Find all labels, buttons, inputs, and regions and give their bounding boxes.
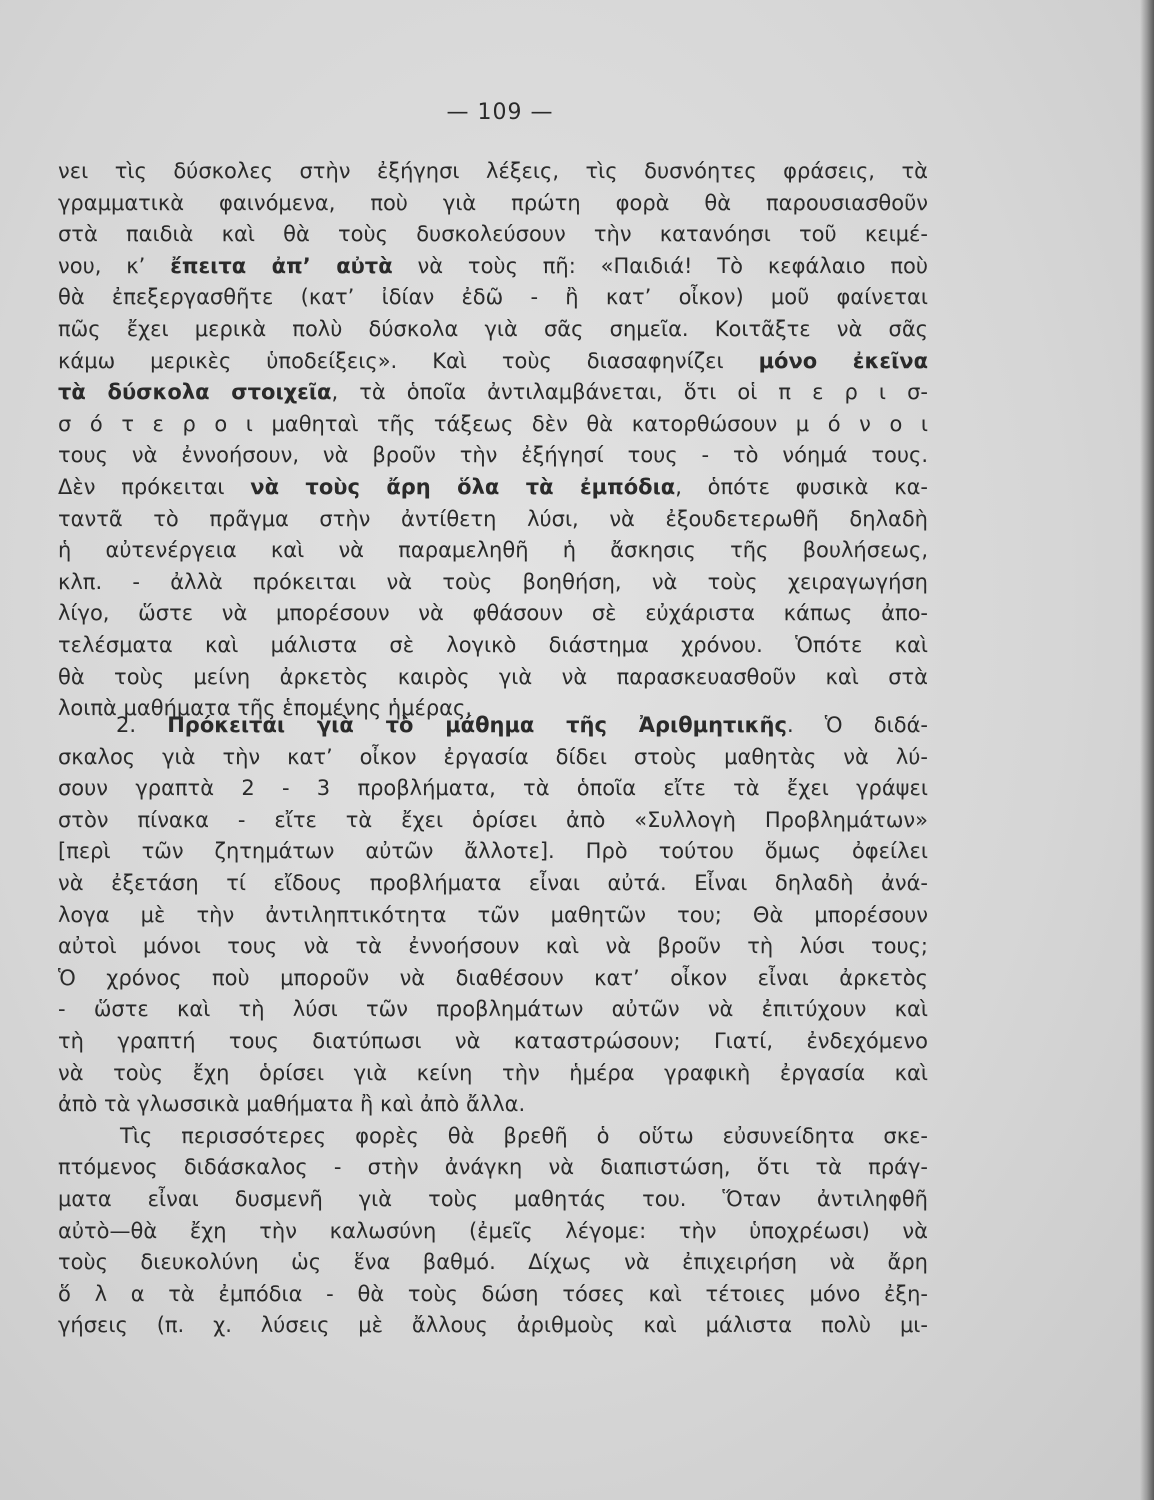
text-segment: νου, κ’: [58, 253, 171, 278]
emphasis: ἔπειτα ἀπ’ αὐτὰ: [170, 253, 393, 278]
text-line: γραμματικὰ φαινόμενα, ποὺ γιὰ πρώτη φορὰ θὰ παρουσιασθοῦν: [58, 190, 928, 215]
text-line: πῶς ἔχει μερικὰ πολὺ δύσκολα γιὰ σᾶς σημεῖα. Κοιτᾶξτε νὰ σᾶς: [58, 316, 928, 341]
paragraph-1: [58, 156, 928, 725]
text-line: θὰ τοὺς μείνη ἀρκετὸς καιρὸς γιὰ νὰ παρασκευασθοῦν καὶ στὰ: [58, 664, 928, 689]
text-line: νὰ ἐξετάση τί εἴδους προβλήματα εἶναι αὐτά. Εἶναι δηλαδὴ ἀνά-: [58, 870, 928, 895]
emphasis: μόνο ἐκεῖνα: [758, 348, 928, 373]
text-line: λογα μὲ τὴν ἀντιληπτικότητα τῶν μαθητῶν του; Θὰ μπορέσουν: [58, 902, 928, 927]
text-line: κλπ. - ἀλλὰ πρόκειται νὰ τοὺς βοηθήση, νὰ τοὺς χειραγωγήση: [58, 569, 928, 594]
text-line: νὰ τοὺς ἔχη ὁρίσει γιὰ κείνη τὴν ἡμέρα γραφικὴ ἐργασία καὶ: [58, 1060, 928, 1085]
text-line: ἡ αὐτενέργεια καὶ νὰ παραμεληθῆ ἡ ἄσκησις τῆς βουλήσεως,: [58, 538, 928, 563]
text-line: σουν γραπτὰ 2 - 3 προβλήματα, τὰ ὁποῖα εἴτε τὰ ἔχει γράψει: [58, 776, 928, 801]
text-line: τους νὰ ἐννοήσουν, νὰ βροῦν τὴν ἐξήγησί τους - τὸ νόημά τους.: [58, 443, 928, 468]
text-line: ταντᾶ τὸ πρᾶγμα στὴν ἀντίθετη λύσι, νὰ ἐξουδετερωθῆ δηλαδὴ: [58, 506, 928, 531]
text-line: - ὥστε καὶ τὴ λύσι τῶν προβλημάτων αὐτῶν νὰ ἐπιτύχουν καὶ: [58, 997, 928, 1022]
text-line: σ ό τ ε ρ ο ι μαθηταὶ τῆς τάξεως δὲν θὰ κατορθώσουν μ ό ν ο ι: [58, 411, 928, 436]
text-line: Ὁ χρόνος ποὺ μποροῦν νὰ διαθέσουν κατ’ οἶκον εἶναι ἀρκετὸς: [58, 965, 928, 990]
text-segment: Δὲν πρόκειται: [58, 474, 251, 499]
text-line: ἀπὸ τὰ γλωσσικὰ μαθήματα ἢ καὶ ἀπὸ ἄλλα.: [58, 1092, 526, 1117]
text-line: λίγο, ὥστε νὰ μπορέσουν νὰ φθάσουν σὲ εὐχάριστα κάπως ἀπο-: [58, 601, 928, 626]
text-line: πτόμενος διδάσκαλος - στὴν ἀνάγκη νὰ διαπιστώση, ὅτι τὰ πράγ-: [58, 1155, 928, 1180]
emphasis: Πρόκειται γιὰ τὸ μάθημα τῆς Ἀριθμητικῆς: [167, 713, 787, 737]
text-segment: . Ὁ διδά-: [786, 713, 928, 737]
text-line: τὴ γραπτή τους διατύπωσι νὰ καταστρώσουν; Γιατί, ἐνδεχόμενο: [58, 1028, 928, 1053]
text-line: ὅ λ α τὰ ἐμπόδια - θὰ τοὺς δώση τόσες καὶ τέτοιες μόνο ἐξη-: [58, 1281, 928, 1306]
text-segment: , ὁπότε φυσικὰ κα-: [675, 474, 928, 499]
paragraph-2: [58, 710, 928, 1342]
text-line: τοὺς διευκολύνη ὡς ἕνα βαθμό. Δίχως νὰ ἐπιχειρήση νὰ ἄρη: [58, 1250, 928, 1275]
text-line: αὐτὸ—θὰ ἔχη τὴν καλωσύνη (ἐμεῖς λέγομε: τὴν ὑποχρέωσι) νὰ: [58, 1218, 928, 1243]
text-segment: 2.: [116, 713, 168, 737]
emphasis: τὰ δύσκολα στοιχεῖα: [58, 380, 332, 405]
page-number: — 109 —: [446, 100, 554, 125]
text-segment: νὰ τοὺς πῆ: «Παιδιά! Τὸ κεφάλαιο ποὺ: [392, 253, 928, 278]
text-line: σκαλος γιὰ τὴν κατ’ οἶκον ἐργασία δίδει στοὺς μαθητὰς νὰ λύ-: [58, 744, 928, 769]
text-line: στὸν πίνακα - εἴτε τὰ ἔχει ὁρίσει ἀπὸ «Συλλογὴ Προβλημάτων»: [58, 807, 928, 832]
page-edge-shadow: [1140, 0, 1154, 1500]
text-segment: κάμω μερικὲς ὑποδείξεις». Καὶ τοὺς διασαφηνίζει: [58, 348, 759, 373]
text-line: στὰ παιδιὰ καὶ θὰ τοὺς δυσκολεύσουν τὴν κατανόησι τοῦ κειμέ-: [58, 222, 928, 247]
text-line: τελέσματα καὶ μάλιστα σὲ λογικὸ διάστημα χρόνου. Ὁπότε καὶ: [58, 632, 928, 657]
text-line: ματα εἶναι δυσμενῆ γιὰ τοὺς μαθητάς του. Ὅταν ἀντιληφθῆ: [58, 1186, 928, 1211]
text-line: [58, 346, 928, 378]
text-line: Τὶς περισσότερες φορὲς θὰ βρεθῆ ὁ οὕτω εὐσυνείδητα σκε-: [120, 1123, 928, 1148]
text-line: θὰ ἐπεξεργασθῆτε (κατ’ ἰδίαν ἐδῶ - ἢ κατ’ οἶκον) μοῦ φαίνεται: [58, 285, 928, 310]
text-line: [58, 377, 928, 409]
text-line: νει τὶς δύσκολες στὴν ἐξήγησι λέξεις, τὶς δυσνόητες φράσεις, τὰ: [58, 159, 928, 183]
text-line: [58, 472, 928, 504]
text-line: [58, 710, 928, 742]
text-segment: , τὰ ὁποῖα ἀντιλαμβάνεται, ὅτι οἱ π ε ρ ι σ-: [331, 380, 928, 405]
emphasis: νὰ τοὺς ἄρη ὅλα τὰ ἐμπόδια: [250, 474, 676, 499]
text-line: αὐτοὶ μόνοι τους νὰ τὰ ἐννοήσουν καὶ νὰ βροῦν τὴ λύσι τους;: [58, 934, 928, 959]
text-line: [περὶ τῶν ζητημάτων αὐτῶν ἄλλοτε]. Πρὸ τούτου ὅμως ὀφείλει: [58, 839, 928, 864]
text-line: [58, 251, 928, 283]
text-line: γήσεις (π. χ. λύσεις μὲ ἄλλους ἀριθμοὺς καὶ μάλιστα πολὺ μι-: [58, 1313, 928, 1338]
text-line: λοιπὰ μαθήματα τῆς ἑπομένης ἡμέρας.: [58, 696, 473, 721]
